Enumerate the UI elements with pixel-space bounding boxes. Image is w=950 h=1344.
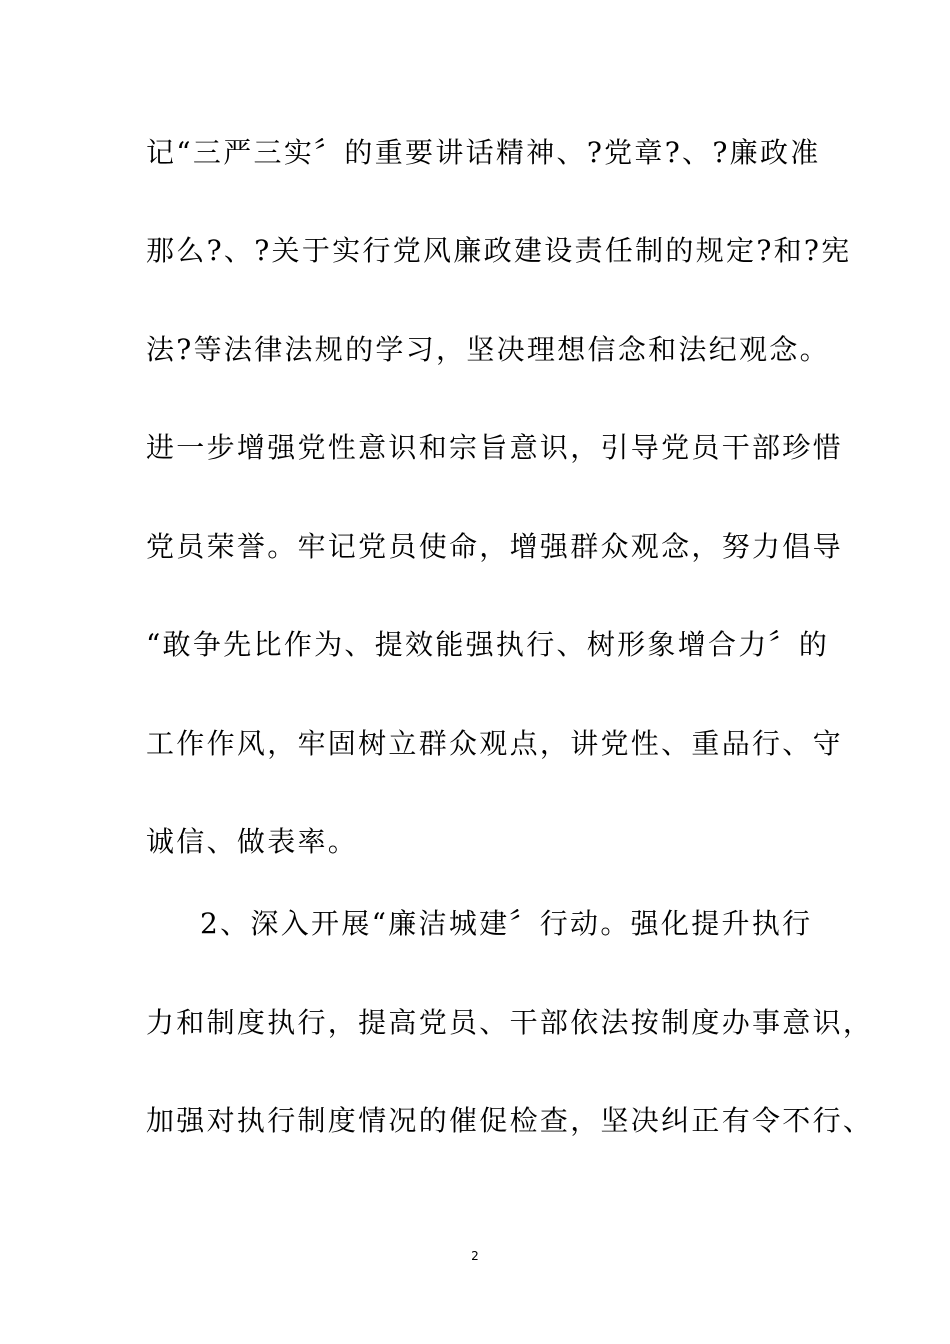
text-line-1: 记“三严三实〞的重要讲话精神、?党章?、?廉政准 [146, 136, 821, 169]
text-line-9: 2、深入开展“廉洁城建〞行动。强化提升执行 [200, 907, 813, 940]
text-line-2: 那么?、?关于实行党风廉政建设责任制的规定?和?宪 [146, 234, 852, 267]
text-line-5: 党员荣誉。牢记党员使命，增强群众观念，努力倡导 [146, 530, 843, 563]
text-line-11: 加强对执行制度情况的催促检查，坚决纠正有令不行、 [146, 1104, 874, 1137]
text-line-10: 力和制度执行，提高党员、干部依法按制度办事意识， [146, 1006, 874, 1039]
text-line-3: 法?等法律法规的学习，坚决理想信念和法纪观念。 [146, 333, 830, 366]
text-line-4: 进一步增强党性意识和宗旨意识，引导党员干部珍惜 [146, 431, 843, 464]
text-line-7: 工作作风，牢固树立群众观点，讲党性、重品行、守 [146, 727, 843, 760]
page-number: 2 [471, 1249, 479, 1263]
text-line-6: “敢争先比作为、提效能强执行、树形象增合力〞的 [146, 628, 830, 661]
text-line-8: 诚信、做表率。 [146, 825, 359, 858]
